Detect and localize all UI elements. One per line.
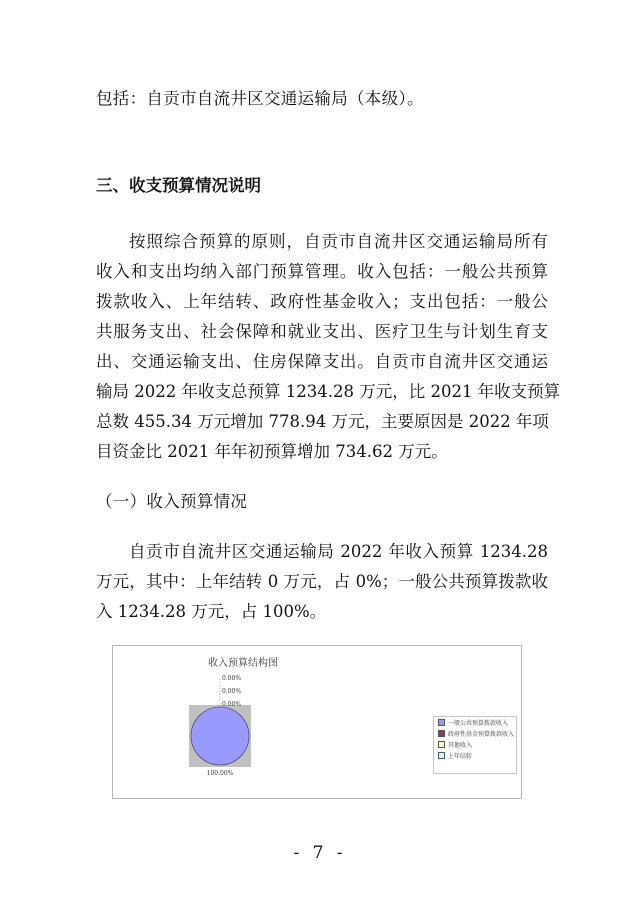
pie-data-label: 100.00% (206, 770, 234, 777)
paragraph-line: 万元，其中：上年结转 0 万元，占 0%；一般公共预算拨款收 (96, 572, 548, 591)
legend-label: 其他收入 (448, 742, 473, 749)
pie-slices (191, 707, 249, 765)
legend-label: 政府性基金预算拨款收入 (448, 731, 515, 738)
pie-data-label: 0.00% (222, 701, 242, 708)
legend-swatch (438, 730, 445, 737)
pie-data-label: 0.00% (222, 688, 242, 695)
paragraph-line: 目资金比 2021 年年初预算增加 734.62 万元。 (96, 442, 448, 461)
paragraph-line: 输局 2022 年收支总预算 1234.28 万元，比 2021 年收支预算 (96, 382, 561, 401)
pie-data-label: 0.00% (222, 675, 242, 682)
paragraph-line: 总数 455.34 万元增加 778.94 万元，主要原因是 2022 年项 (96, 412, 549, 431)
legend-label: 一般公共预算拨款收入 (448, 720, 509, 727)
pie-slice (191, 707, 249, 765)
subsection-heading: （一）收入预算情况 (96, 492, 248, 511)
legend-item (434, 739, 516, 750)
legend-swatch (438, 719, 445, 726)
page-number: - 7 - (293, 843, 347, 863)
chart-legend (433, 716, 517, 774)
paragraph-line: 出、交通运输支出、住房保障支出。自贡市自流井区交通运 (96, 352, 548, 371)
subsection-paragraph (96, 537, 548, 627)
legend-swatch (438, 741, 445, 748)
paragraph-line: 入 1234.28 万元，占 100%。 (96, 602, 327, 621)
income-structure-chart (112, 645, 522, 799)
paragraph-line: 共服务支出、社会保障和就业支出、医疗卫生与计划生育支 (96, 322, 548, 341)
paragraph-line: 自贡市自流井区交通运输局 2022 年收入预算 1234.28 (129, 542, 548, 561)
paragraph-line: 按照综合预算的原则，自贡市自流井区交通运输局所有 (129, 232, 548, 251)
legend-item (434, 750, 516, 761)
scope-line: 包括：自贡市自流井区交通运输局（本级）。 (96, 89, 424, 108)
chart-title: 收入预算结构图 (208, 658, 278, 669)
legend-swatch (438, 752, 445, 759)
section-heading: 三、收支预算情况说明 (96, 176, 261, 195)
paragraph-line: 收入和支出均纳入部门预算管理。收入包括：一般公共预算 (96, 262, 548, 281)
legend-item (434, 728, 516, 739)
legend-label: 上年结转 (448, 753, 473, 760)
paragraph-line: 拨款收入、上年结转、政府性基金收入；支出包括：一般公 (96, 292, 548, 311)
legend-item (434, 717, 516, 728)
section-paragraph (96, 227, 561, 467)
